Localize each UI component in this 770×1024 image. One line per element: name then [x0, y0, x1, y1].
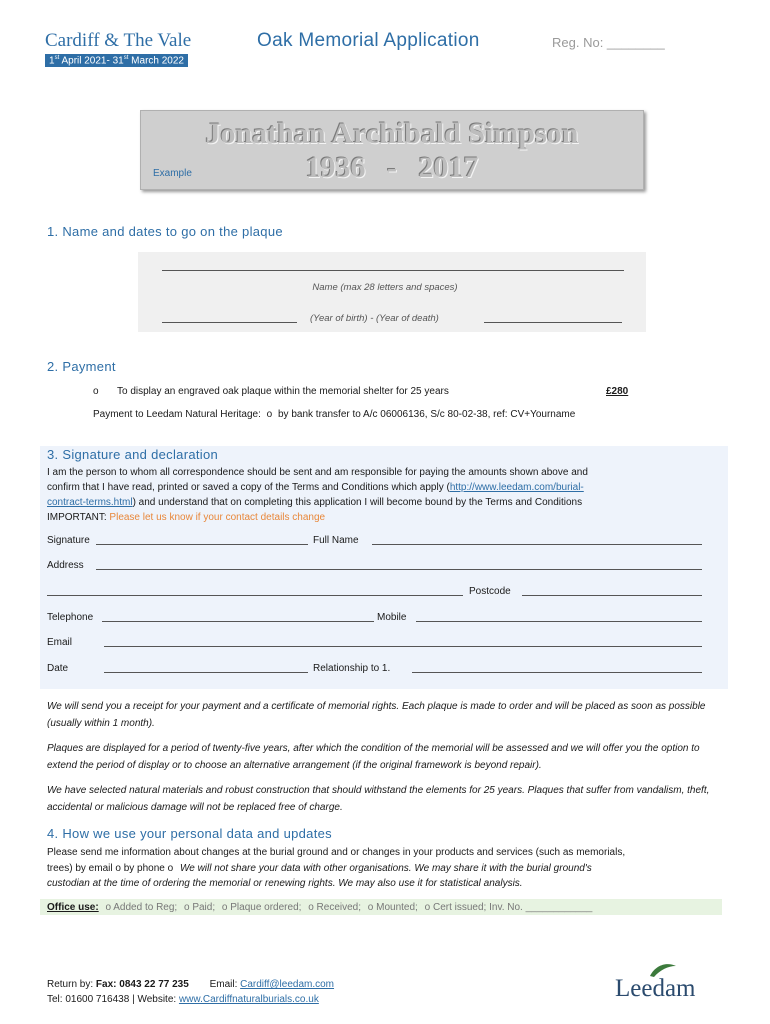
email-field[interactable] — [104, 646, 702, 647]
payment-detail: by bank transfer to A/c 06006136, S/c 80-02-38, ref: CV+Yourname — [278, 409, 576, 420]
office-mounted-checkbox[interactable]: o Mounted; — [367, 902, 418, 913]
bank-transfer-checkbox[interactable]: o — [266, 409, 273, 420]
office-added-label: Added to Reg; — [113, 902, 178, 913]
office-cert-checkbox[interactable]: o Cert issued; Inv. No. ____________ — [424, 902, 593, 913]
full-name-label: Full Name — [313, 535, 359, 546]
relationship-label: Relationship to 1. — [313, 663, 391, 674]
org-title: Cardiff & The Vale — [45, 30, 192, 51]
full-name-field[interactable] — [372, 544, 702, 545]
declaration-line3 — [47, 497, 582, 508]
reg-number[interactable]: Reg. No: ________ — [552, 35, 665, 50]
email-label: Email — [47, 637, 73, 648]
office-use-label: Office use: — [47, 902, 99, 913]
declaration-line3-text: ) and understand that on completing this application I will become bound by the Terms and Conditions — [132, 497, 583, 508]
office-received-checkbox[interactable]: o Received; — [308, 902, 362, 913]
email-consent-checkbox[interactable]: o — [115, 863, 121, 874]
note-receipt: We will send you a receipt for your payment and a certificate of memorial rights. Each plaque is made to order and will be placed as soon as possible (usually within 1 month). — [47, 701, 706, 729]
period-badge — [45, 54, 188, 67]
office-paid-checkbox[interactable]: o Paid; — [183, 902, 216, 913]
office-added-checkbox[interactable]: o Added to Reg; — [105, 902, 178, 913]
date-field[interactable] — [104, 672, 308, 673]
data-consent-line3: custodian at the time of ordering the memorial or renewing rights. We may also use it for statistical analysis. — [47, 878, 523, 889]
relationship-field[interactable] — [412, 672, 702, 673]
note-display-period: Plaques are displayed for a period of twenty-five years, after which the condition of the memorial will be assessed and we will offer you the option to extend the period of display or to choose an alternative arrangement (if the original framework is beyond repair). — [47, 743, 700, 771]
office-mounted-label: Mounted; — [376, 902, 418, 913]
tel-website-label: Tel: 01600 716438 | Website: — [47, 994, 179, 1005]
period-start-sup: st — [54, 55, 60, 61]
mobile-field[interactable] — [416, 621, 702, 622]
email-link[interactable]: Cardiff@leedam.com — [240, 979, 335, 990]
address-label: Address — [47, 560, 84, 571]
section3-heading: 3. Signature and declaration — [47, 447, 219, 462]
important-text: Please let us know if your contact details change — [109, 512, 326, 523]
postcode-field[interactable] — [522, 595, 702, 596]
terms-link-part1[interactable]: http://www.leedam.com/burial- — [449, 482, 584, 493]
office-ordered-label: Plaque ordered; — [230, 902, 302, 913]
mobile-label: Mobile — [377, 612, 407, 623]
plaque-years: 1936 - 2017 — [305, 151, 479, 184]
fax-number: Fax: 0843 22 77 235 — [95, 979, 189, 990]
years-caption: (Year of birth) - (Year of death) — [310, 313, 439, 324]
form-title: Oak Memorial Application — [257, 30, 480, 51]
data-consent-line1: Please send me information about changes at the burial ground and or changes in your products and services (such as memorials, — [47, 847, 626, 858]
plaque-name: Jonathan Archibald Simpson — [205, 117, 579, 150]
address-field-line2[interactable] — [47, 595, 463, 596]
office-ordered-checkbox[interactable]: o Plaque ordered; — [221, 902, 302, 913]
signature-label: Signature — [47, 535, 90, 546]
telephone-label: Telephone — [47, 612, 94, 623]
return-by-label: Return by: — [47, 979, 96, 990]
important-label: IMPORTANT: — [47, 512, 110, 523]
data-sharing-note: We will not share your data with other organisations. We may share it with the burial ground's — [179, 863, 592, 874]
terms-link-part2[interactable]: contract-terms.html — [47, 497, 133, 508]
important-note — [47, 512, 325, 523]
website-link[interactable]: www.Cardiffnaturalburials.co.uk — [178, 994, 319, 1005]
plaque-name-field[interactable] — [162, 270, 624, 271]
note-materials: We have selected natural materials and robust construction that should withstand the elements for 25 years. Plaques that suffer from vandalism, theft, accidental or malicious damage will not be replaced free of charge. — [47, 785, 710, 813]
section2-heading: 2. Payment — [47, 359, 116, 374]
telephone-field[interactable] — [102, 621, 374, 622]
by-email-label: trees) by email — [47, 863, 116, 874]
payment-label: Payment to Leedam Natural Heritage: — [93, 409, 261, 420]
plaque-option-label: To display an engraved oak plaque within the memorial shelter for 25 years — [117, 386, 449, 397]
office-use-row — [47, 902, 592, 913]
period-end-sup: st — [123, 55, 129, 61]
period-start-day: 1 — [49, 55, 55, 67]
footer-contact — [47, 994, 319, 1005]
plaque-price: £280 — [606, 386, 629, 397]
signature-field[interactable] — [96, 544, 308, 545]
period-mid: April 2021- 31 — [59, 55, 124, 67]
data-consent-line2 — [47, 863, 592, 874]
plaque-example-label: Example — [153, 168, 192, 179]
footer-return — [47, 979, 334, 990]
date-label: Date — [47, 663, 69, 674]
office-cert-label: Cert issued; Inv. No. ____________ — [432, 902, 593, 913]
year-of-death-field[interactable] — [484, 322, 622, 323]
declaration-line1: I am the person to whom all correspondence should be sent and am responsible for paying the amounts shown above and — [47, 467, 588, 478]
phone-consent-checkbox[interactable]: o — [167, 863, 174, 874]
by-phone-label: by phone — [120, 863, 168, 874]
payment-line — [93, 409, 575, 420]
plaque-option-checkbox[interactable]: o — [93, 386, 99, 397]
year-of-birth-field[interactable] — [162, 322, 297, 323]
postcode-label: Postcode — [469, 586, 511, 597]
plaque-example — [140, 110, 644, 190]
name-caption: Name (max 28 letters and spaces) — [312, 282, 458, 293]
address-field-line1[interactable] — [96, 569, 702, 570]
leedam-logo: Leedam — [615, 975, 696, 1002]
section4-heading: 4. How we use your personal data and updates — [47, 826, 332, 841]
office-received-label: Received; — [316, 902, 362, 913]
declaration-line2 — [47, 482, 584, 493]
declaration-line2-text: confirm that I have read, printed or saved a copy of the Terms and Conditions which apply ( — [47, 482, 450, 493]
email-label-footer: Email: — [209, 979, 241, 990]
period-end: March 2022 — [128, 55, 184, 67]
section1-heading: 1. Name and dates to go on the plaque — [47, 224, 283, 239]
office-paid-label: Paid; — [192, 902, 216, 913]
